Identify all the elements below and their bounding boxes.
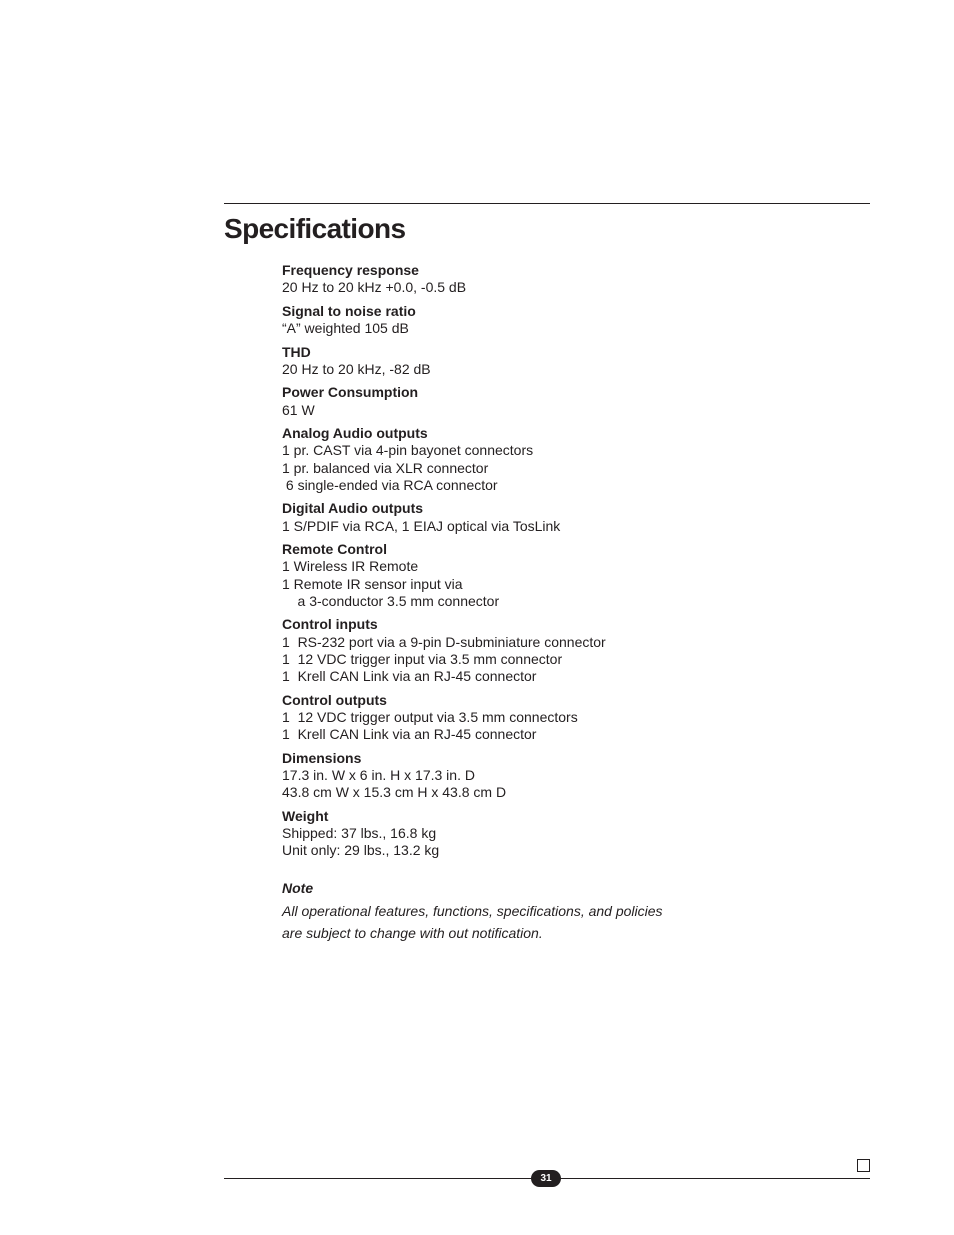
spec-heading: Weight: [282, 807, 329, 824]
spec-value: 1 pr. balanced via XLR connector: [282, 459, 489, 476]
spec-heading: Control outputs: [282, 691, 387, 708]
spec-section: [282, 500, 842, 534]
note: [282, 878, 842, 944]
spec-heading: Remote Control: [282, 541, 387, 558]
note-line: All operational features, functions, specifications, and policies: [282, 903, 663, 919]
spec-value: 20 Hz to 20 kHz, -82 dB: [282, 360, 431, 377]
spec-value: “A” weighted 105 dB: [282, 320, 409, 336]
spec-value: 6 single-ended via RCA connector: [282, 476, 498, 493]
spec-value: 61 W: [282, 401, 315, 418]
spec-heading: Control inputs: [282, 616, 378, 633]
spec-value: 1 Wireless IR Remote: [282, 558, 419, 575]
page-number-badge: 31: [531, 1170, 561, 1187]
spec-heading: Analog Audio outputs: [282, 425, 428, 442]
top-rule: [224, 203, 870, 204]
spec-value: 1 Krell CAN Link via an RJ-45 connector: [282, 668, 537, 684]
spec-value: Unit only: 29 lbs., 13.2 kg: [282, 842, 440, 858]
spec-value: 20 Hz to 20 kHz +0.0, -0.5 dB: [282, 279, 467, 296]
spec-section: [282, 750, 842, 802]
note-line: are subject to change with out notification.: [282, 925, 543, 941]
corner-box-icon: [857, 1159, 870, 1172]
spec-section: [282, 344, 842, 378]
spec-section: [282, 616, 842, 685]
spec-value: Shipped: 37 lbs., 16.8 kg: [282, 824, 437, 841]
spec-value: 1 Remote IR sensor input via: [282, 575, 463, 592]
spec-heading: THD: [282, 343, 311, 360]
spec-section: [282, 384, 842, 418]
spec-section: [282, 541, 842, 610]
spec-section: [282, 303, 842, 337]
spec-value: 1 12 VDC trigger input via 3.5 mm connector: [282, 650, 563, 667]
spec-value: 43.8 cm W x 15.3 cm H x 43.8 cm D: [282, 784, 507, 800]
spec-heading: Digital Audio outputs: [282, 500, 424, 517]
spec-value: 17.3 in. W x 6 in. H x 17.3 in. D: [282, 766, 475, 783]
spec-section: [282, 262, 842, 296]
spec-section: [282, 692, 842, 744]
spec-value: a 3-conductor 3.5 mm connector: [282, 592, 500, 609]
page-title: Specifications: [224, 213, 406, 244]
spec-section: [282, 808, 842, 860]
spec-value: 1 pr. CAST via 4-pin bayonet connectors: [282, 442, 534, 459]
spec-heading: Power Consumption: [282, 384, 419, 401]
spec-heading: Dimensions: [282, 749, 362, 766]
specifications-list: [282, 262, 842, 866]
spec-value: 1 S/PDIF via RCA, 1 EIAJ optical via TosLink: [282, 517, 561, 534]
spec-heading: Signal to noise ratio: [282, 302, 416, 319]
spec-value: 1 12 VDC trigger output via 3.5 mm connectors: [282, 708, 578, 725]
spec-value: 1 RS-232 port via a 9-pin D-subminiature connector: [282, 633, 606, 650]
spec-section: [282, 425, 842, 494]
spec-heading: Frequency response: [282, 262, 419, 278]
note-heading: Note: [282, 880, 314, 896]
spec-value: 1 Krell CAN Link via an RJ-45 connector: [282, 726, 537, 742]
